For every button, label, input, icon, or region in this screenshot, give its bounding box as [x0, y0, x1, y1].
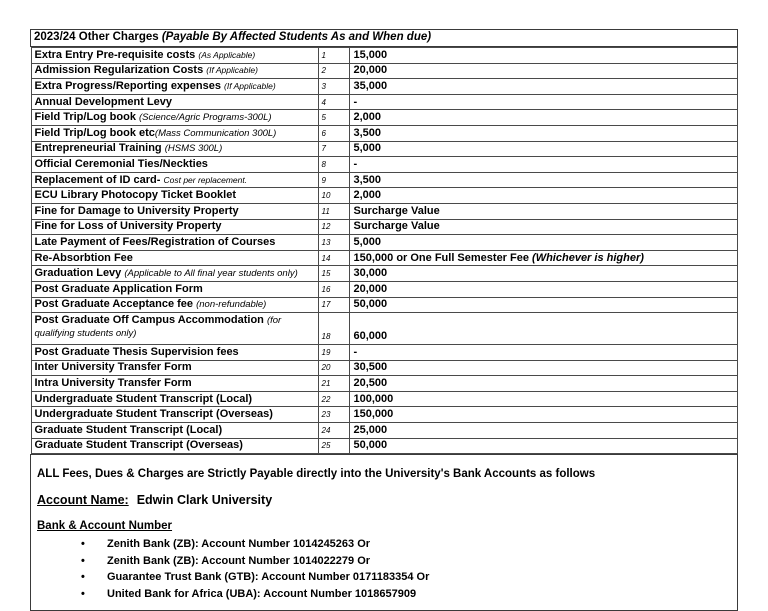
charge-number: 25 [318, 438, 349, 454]
bullet-icon: • [81, 587, 85, 600]
charge-amount [349, 391, 737, 407]
charge-description [31, 266, 318, 282]
charge-amount [349, 48, 737, 64]
bullet-icon: • [81, 554, 85, 567]
charge-number: 9 [318, 172, 349, 188]
charge-description-note: (Science/Agric Programs-300L) [139, 112, 272, 124]
charge-amount-value: 20,000 [353, 64, 388, 77]
bank-account-text: Zenith Bank (ZB): Account Number 1014022279 Or [107, 554, 371, 567]
charge-amount-value: - [353, 157, 358, 170]
charge-number: 3 [318, 79, 349, 95]
charge-amount [349, 110, 737, 126]
charge-number: 16 [318, 281, 349, 297]
charge-row [31, 110, 737, 126]
charge-amount [349, 125, 737, 141]
charge-amount [349, 172, 737, 188]
charge-description-main: Graduate Student Transcript (Overseas) [34, 439, 243, 452]
charge-amount [349, 423, 737, 439]
bank-account-heading: Bank & Account Number [37, 520, 173, 533]
charge-description-main: Post Graduate Application Form [34, 282, 203, 295]
charge-amount-value: 15,000 [353, 48, 388, 61]
bank-account-item [81, 536, 731, 553]
charge-number: 2 [318, 63, 349, 79]
charge-amount [349, 250, 737, 266]
charge-number: 23 [318, 407, 349, 423]
charge-number: 6 [318, 125, 349, 141]
charge-description-note: (Applicable to All final year students only) [124, 268, 298, 280]
table-title-main: 2023/24 Other Charges [34, 31, 162, 43]
charge-row [31, 157, 737, 173]
charge-amount-value: Surcharge Value [353, 220, 440, 233]
charge-amount-value: 50,000 [353, 439, 388, 452]
charge-description-main: Fine for Loss of University Property [34, 220, 222, 233]
charge-amount-value: 150,000 [353, 408, 394, 421]
account-name-line [37, 493, 731, 508]
charge-description [31, 235, 318, 251]
charge-amount [349, 219, 737, 235]
bank-account-text: Guarantee Trust Bank (GTB): Account Number 0171183354 Or [107, 571, 430, 584]
charges-grid-row [31, 47, 738, 455]
bank-account-item [81, 553, 731, 570]
charge-description-main: Late Payment of Fees/Registration of Courses [34, 235, 276, 248]
charge-description-main: Undergraduate Student Transcript (Local) [34, 392, 253, 405]
charge-amount [349, 203, 737, 219]
charge-row [31, 235, 737, 251]
charge-description-note-line2: qualifying students only) [34, 328, 137, 340]
charge-number: 10 [318, 188, 349, 204]
bank-account-text: United Bank for Africa (UBA): Account Number 1018657909 [107, 587, 417, 600]
charge-number: 7 [318, 141, 349, 157]
charge-description [31, 391, 318, 407]
charge-row [31, 141, 737, 157]
table-title-cell [31, 30, 738, 47]
table-title-row [31, 30, 738, 47]
charge-row [31, 79, 737, 95]
payment-notice: ALL Fees, Dues & Charges are Strictly Payable directly into the University's Bank Accounts as follows [37, 468, 596, 481]
charge-amount-value: 5,000 [353, 142, 382, 155]
bank-account-list [37, 536, 731, 602]
charge-amount [349, 345, 737, 361]
charge-description-main: Inter University Transfer Form [34, 361, 192, 374]
payment-info-cell [31, 455, 738, 611]
charge-description-note: (HSMS 300L) [164, 143, 223, 155]
charge-description-main: Undergraduate Student Transcript (Overseas) [34, 408, 273, 421]
charge-number: 22 [318, 391, 349, 407]
charge-amount [349, 79, 737, 95]
charge-number: 24 [318, 423, 349, 439]
charge-number: 14 [318, 250, 349, 266]
bank-heading-wrap [37, 519, 731, 536]
charge-description [31, 407, 318, 423]
charge-description-main: Field Trip/Log book [34, 111, 136, 124]
charge-amount-value: 100,000 [353, 392, 394, 405]
bullet-icon: • [81, 538, 85, 551]
charge-row [31, 219, 737, 235]
charge-description-note: (As Applicable) [198, 49, 256, 60]
charge-row [31, 250, 737, 266]
charge-description-note: (If Applicable) [206, 65, 258, 76]
charge-row [31, 188, 737, 204]
charge-row [31, 48, 737, 64]
charge-amount-value: 3,500 [353, 173, 382, 186]
charge-description-note: (If Applicable) [224, 80, 276, 91]
charge-amount [349, 141, 737, 157]
charge-row [31, 407, 737, 423]
charge-number: 15 [318, 266, 349, 282]
charge-row [31, 345, 737, 361]
charge-description-main: Intra University Transfer Form [34, 377, 192, 390]
charge-description-main: Annual Development Levy [34, 95, 173, 108]
charge-description-main: Fine for Damage to University Property [34, 204, 239, 217]
charge-number: 17 [318, 297, 349, 313]
charge-description [31, 157, 318, 173]
charge-description-main: Graduate Student Transcript (Local) [34, 423, 223, 436]
charge-description [31, 94, 318, 110]
charge-amount [349, 313, 737, 345]
charge-description [31, 297, 318, 313]
charge-description-main: Extra Entry Pre-requisite costs [34, 48, 196, 61]
charge-description-main: Extra Progress/Reporting expenses [34, 79, 221, 92]
charge-description-main: Post Graduate Acceptance fee [34, 298, 194, 311]
charge-row [31, 360, 737, 376]
charge-description [31, 376, 318, 392]
charge-number: 1 [318, 48, 349, 64]
charge-row [31, 313, 737, 345]
charge-amount [349, 188, 737, 204]
charge-number: 19 [318, 345, 349, 361]
charge-description-main: Re-Absorbtion Fee [34, 251, 133, 264]
charge-row [31, 391, 737, 407]
charge-row [31, 125, 737, 141]
charge-amount-value: 5,000 [353, 235, 382, 248]
charge-amount [349, 297, 737, 313]
charge-row [31, 172, 737, 188]
charge-amount-value: 25,000 [353, 423, 388, 436]
charge-number: 21 [318, 376, 349, 392]
charge-description-main: Graduation Levy [34, 267, 122, 280]
payment-info-row [31, 455, 738, 611]
charge-description-main: Admission Regularization Costs [34, 64, 204, 77]
charge-description-main: Official Ceremonial Ties/Neckties [34, 157, 208, 170]
charge-amount [349, 63, 737, 79]
charge-amount-note: (Whichever is higher) [532, 251, 644, 264]
charge-description [31, 219, 318, 235]
charge-row [31, 297, 737, 313]
charge-description [31, 125, 318, 141]
charge-description [31, 250, 318, 266]
charge-row [31, 376, 737, 392]
charge-number: 4 [318, 94, 349, 110]
charge-row [31, 63, 737, 79]
other-charges-document-table [30, 29, 738, 611]
charge-description [31, 423, 318, 439]
bank-account-item [81, 586, 731, 603]
charge-amount [349, 376, 737, 392]
charge-description [31, 360, 318, 376]
charge-description-main: ECU Library Photocopy Ticket Booklet [34, 189, 237, 202]
bank-account-text: Zenith Bank (ZB): Account Number 1014245263 Or [107, 538, 371, 551]
charge-amount [349, 407, 737, 423]
charges-table-body [31, 48, 737, 454]
charge-number: 20 [318, 360, 349, 376]
charge-amount [349, 157, 737, 173]
table-title-italic: (Payable By Affected Students As and When due) [161, 31, 432, 43]
charge-description [31, 281, 318, 297]
charge-amount-value: 20,500 [353, 377, 388, 390]
charge-amount-value: 50,000 [353, 298, 388, 311]
charge-description-note: (for [266, 315, 282, 327]
charge-amount-value: 60,000 [353, 330, 388, 343]
charge-amount-value: - [353, 345, 358, 358]
charge-row [31, 423, 737, 439]
charge-description-main: Entrepreneurial Training [34, 142, 162, 155]
charge-amount [349, 438, 737, 454]
charge-number: 11 [318, 203, 349, 219]
charge-description [31, 141, 318, 157]
charge-row [31, 281, 737, 297]
charge-row [31, 266, 737, 282]
charge-amount [349, 360, 737, 376]
charge-amount-value: 30,000 [353, 267, 388, 280]
charge-description [31, 172, 318, 188]
charge-description [31, 188, 318, 204]
charge-number: 12 [318, 219, 349, 235]
charge-description-note: Cost per replacement. [163, 174, 248, 185]
charges-grid-cell [31, 47, 738, 455]
charge-description [31, 313, 318, 345]
charge-amount-value: - [353, 95, 358, 108]
charge-number: 13 [318, 235, 349, 251]
charge-description [31, 79, 318, 95]
charge-description [31, 48, 318, 64]
charge-number: 5 [318, 110, 349, 126]
charge-amount [349, 94, 737, 110]
account-name-label: Account Name: [37, 493, 129, 508]
charge-amount [349, 235, 737, 251]
charge-description-main: Replacement of ID card- [34, 173, 161, 186]
charge-description-note: (non-refundable) [196, 299, 267, 311]
charge-description-note: (Mass Communication 300L) [154, 127, 277, 139]
charge-amount [349, 266, 737, 282]
charge-description-main: Field Trip/Log book etc [34, 126, 155, 139]
charge-description [31, 63, 318, 79]
charge-amount-value: Surcharge Value [353, 204, 440, 217]
account-name-value: Edwin Clark University [136, 493, 273, 508]
charge-description [31, 110, 318, 126]
charges-table [31, 47, 738, 454]
charge-number: 8 [318, 157, 349, 173]
charge-amount-value: 2,000 [353, 111, 382, 124]
charge-description-main: Post Graduate Off Campus Accommodation [34, 314, 264, 327]
charge-amount-value: 2,000 [353, 189, 382, 202]
charge-amount-value: 30,500 [353, 361, 388, 374]
charge-number: 18 [318, 313, 349, 345]
charge-description [31, 438, 318, 454]
charge-row [31, 203, 737, 219]
charge-description [31, 203, 318, 219]
charge-description-main: Post Graduate Thesis Supervision fees [34, 345, 239, 358]
charge-amount-value: 150,000 or One Full Semester Fee [353, 251, 529, 264]
bank-account-item [81, 569, 731, 586]
charge-description [31, 345, 318, 361]
charge-amount [349, 281, 737, 297]
bullet-icon: • [81, 571, 85, 584]
charge-row [31, 438, 737, 454]
charge-row [31, 94, 737, 110]
charge-amount-value: 35,000 [353, 79, 388, 92]
charge-amount-value: 20,000 [353, 282, 388, 295]
charge-amount-value: 3,500 [353, 126, 382, 139]
